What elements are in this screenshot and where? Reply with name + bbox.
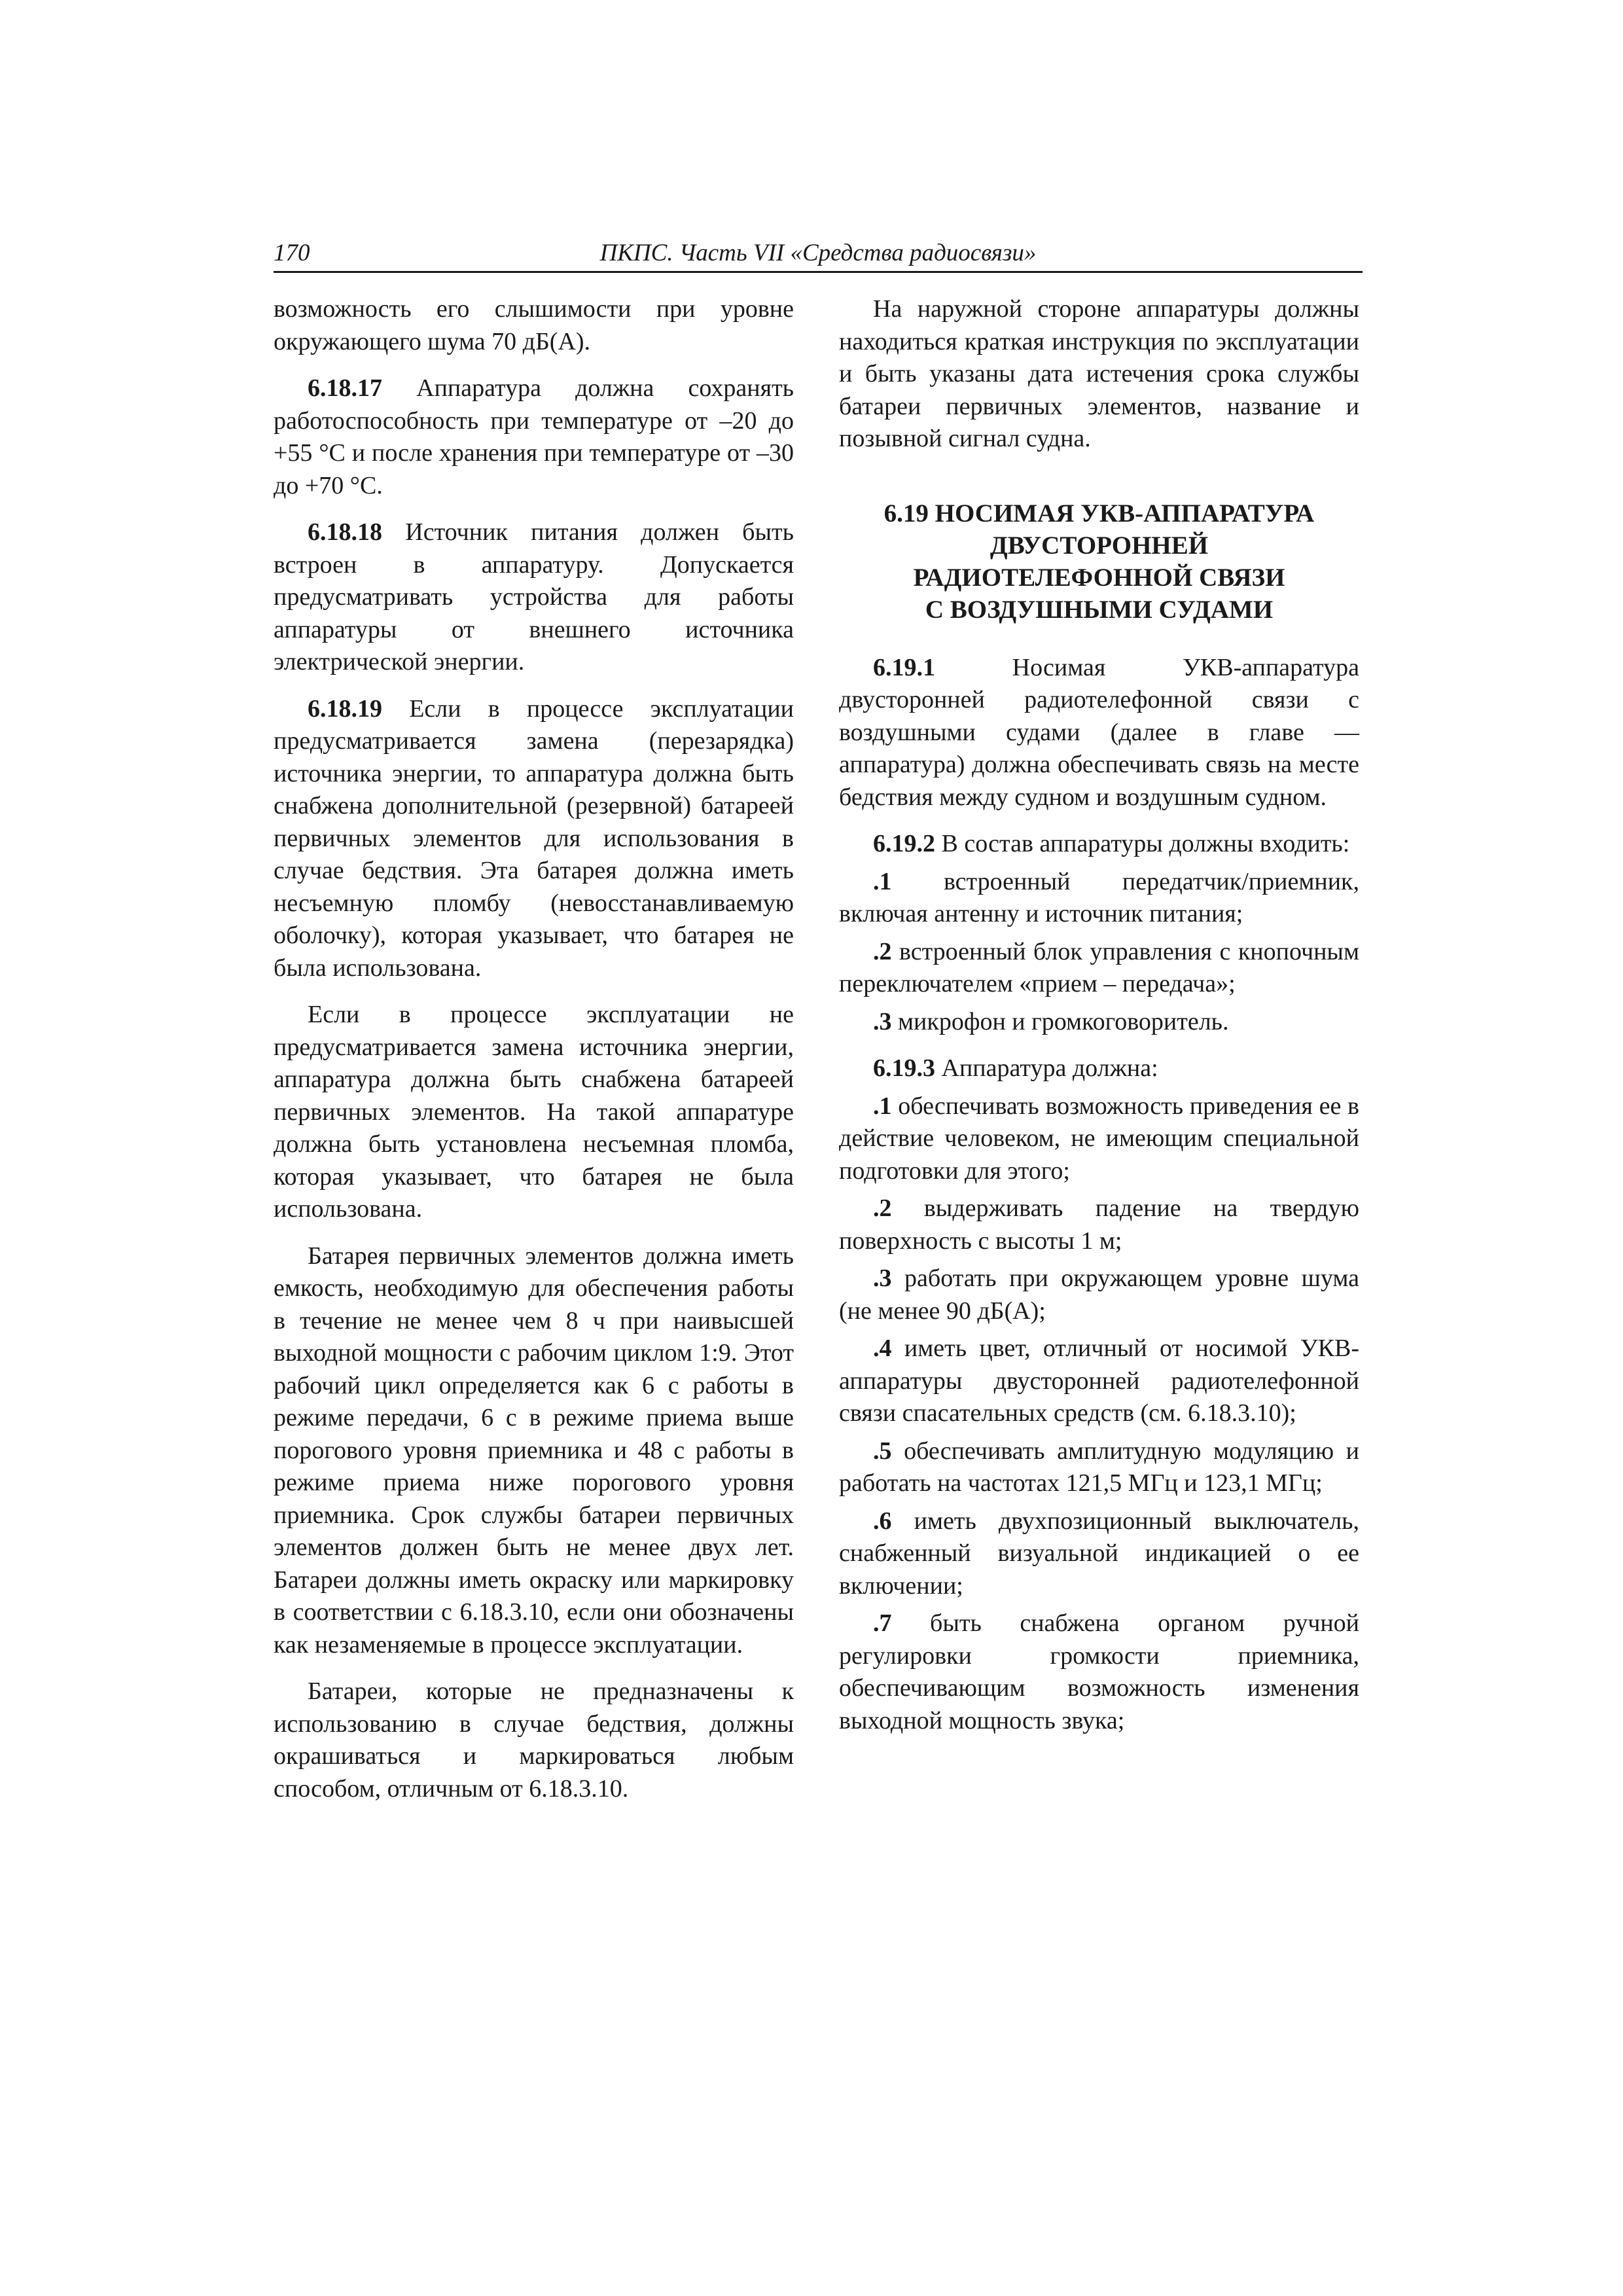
- item-text: микрофон и громкоговоритель.: [898, 1007, 1229, 1035]
- clause-number: 6.18.18: [308, 518, 382, 546]
- paragraph: [839, 293, 1359, 456]
- clause-text: Аппаратура должна сохранять работоспособность при температуре от –20 до +55 °С и после хранения при температуре от –30 до +70 °С.: [274, 374, 794, 499]
- item-number: .1: [873, 867, 892, 895]
- clause-text: Аппаратура должна:: [941, 1054, 1158, 1082]
- item-number: .6: [873, 1507, 892, 1535]
- list-item: [839, 1435, 1359, 1500]
- right-column: [839, 293, 1359, 1742]
- item-number: .2: [873, 937, 892, 965]
- paragraph: [274, 1240, 794, 1662]
- item-number: .3: [873, 1265, 892, 1292]
- item-text: обеспечивать возможность приведения ее в действие человеком, не имеющим специальной подготовки для этого;: [839, 1092, 1360, 1185]
- clause-6-19-3: [839, 1052, 1359, 1085]
- page-number: 170: [274, 240, 310, 266]
- running-title: ПКПС. Часть VII «Средства радиосвязи»: [599, 240, 1037, 266]
- clause-6-18-18: [274, 516, 794, 679]
- item-text: встроенный передатчик/приемник, включая антенну и источник питания;: [839, 867, 1359, 927]
- item-number: .7: [873, 1609, 892, 1637]
- item-text: выдерживать падение на твердую поверхность с высоты 1 м;: [839, 1194, 1359, 1255]
- clause-number: 6.18.19: [308, 694, 382, 723]
- item-number: .4: [873, 1335, 892, 1362]
- item-text: обеспечивать амплитудную модуляцию и работать на частотах 121,5 МГц и 123,1 МГц;: [839, 1437, 1359, 1497]
- list-item: [839, 936, 1359, 1001]
- paragraph-text: На наружной стороне аппаратуры должны находиться краткая инструкция по эксплуатации и быть указаны дата истечения срока службы батареи первичных элементов, название и позывной сигнал судна.: [839, 295, 1359, 452]
- item-text: иметь двухпозиционный выключатель, снабженный визуальной индикацией о ее включении;: [839, 1507, 1360, 1600]
- heading-line: С ВОЗДУШНЫМИ СУДАМИ: [925, 595, 1274, 624]
- page-header: [274, 237, 1363, 273]
- paragraph: [274, 293, 794, 358]
- item-text: встроенный блок управления с кнопочным переключателем «прием – передача»;: [839, 937, 1359, 997]
- list-item: [839, 1193, 1359, 1257]
- paragraph-text: Батарея первичных элементов должна иметь емкость, необходимую для обеспечения работы в течение не менее чем 8 ч при наивысшей выходной мощности с рабочим циклом 1:9. Этот рабочий цикл определяется как 6 с работы в режиме передачи, 6 с в режиме приема выше порогового уровня приемника и 48 с работы в режиме приема ниже порогового уровня приемника. Срок службы батареи первичных элементов должен быть не менее двух лет. Батареи должны иметь окраску или маркировку в соответствии с 6.18.3.10, если они обозначены как незаменяемые в процессе эксплуатации.: [274, 1242, 794, 1659]
- item-text: иметь цвет, отличный от носимой УКВ-аппаратуры двусторонней радиотелефонной связи спасательных средств (см. 6.18.3.10);: [839, 1335, 1359, 1427]
- clause-text: Носимая УКВ-аппаратура двусторонней радиотелефонной связи с воздушными судами (далее в главе — аппаратура) должна обеспечивать связь на месте бедствия между судном и воздушным судном.: [839, 653, 1360, 811]
- clause-6-18-19: [274, 693, 794, 985]
- clause-number: 6.18.17: [308, 374, 382, 402]
- clause-6-19-1: [839, 652, 1359, 814]
- item-text: быть снабжена органом ручной регулировки громкости приемника, обеспечивающим возможность изменения выходной мощность звука;: [839, 1609, 1360, 1734]
- paragraph-text: возможность его слышимости при уровне окружающего шума 70 дБ(А).: [274, 295, 794, 355]
- item-number: .5: [873, 1437, 892, 1465]
- item-number: .3: [873, 1007, 892, 1035]
- list-item: [839, 1006, 1359, 1039]
- item-number: .2: [873, 1194, 892, 1222]
- heading-line: ДВУСТОРОННЕЙ: [990, 531, 1209, 560]
- item-number: .1: [873, 1092, 892, 1120]
- clause-number: 6.19.3: [873, 1054, 935, 1082]
- item-text: работать при окружающем уровне шума (не менее 90 дБ(А);: [839, 1265, 1360, 1325]
- clause-number: 6.19.2: [873, 830, 935, 857]
- clause-text: В состав аппаратуры должны входить:: [941, 830, 1350, 857]
- clause-text: Если в процессе эксплуатации предусматривается замена (перезарядка) источника энергии, то аппаратура должна быть снабжена дополнительной (резервной) батареей первичных элементов для использования в случае бедствия. Эта батарея должна иметь несъемную пломбу (невосстанавливаемую оболочку), которая указывает, что батарея не была использована.: [274, 694, 794, 982]
- list-item: [839, 1090, 1359, 1188]
- heading-line: 6.19 НОСИМАЯ УКВ-АППАРАТУРА: [883, 499, 1315, 528]
- list-item: [839, 1607, 1359, 1737]
- clause-6-18-17: [274, 372, 794, 502]
- paragraph: [274, 1676, 794, 1805]
- section-heading: [839, 497, 1359, 626]
- paragraph-text: Батареи, которые не предназначены к использованию в случае бедствия, должны окрашиваться и маркироваться любым способом, отличным от 6.18.3.10.: [274, 1677, 794, 1803]
- paragraph: [274, 999, 794, 1226]
- paragraph-text: Если в процессе эксплуатации не предусматривается замена источника энергии, аппаратура должна быть снабжена батареей первичных элементов. На такой аппаратуре должна быть установлена несъемная пломба, которая указывает, что батарея не была использована.: [274, 1001, 794, 1223]
- clause-number: 6.19.1: [873, 653, 935, 681]
- clause-text: Источник питания должен быть встроен в аппаратуру. Допускается предусматривать устройства для работы аппаратуры от внешнего источника электрической энергии.: [274, 518, 794, 675]
- list-item: [839, 1505, 1359, 1603]
- left-column: [274, 293, 794, 1820]
- list-item: [839, 1333, 1359, 1430]
- list-item: [839, 866, 1359, 931]
- list-item: [839, 1263, 1359, 1327]
- clause-6-19-2: [839, 828, 1359, 861]
- heading-line: РАДИОТЕЛЕФОННОЙ СВЯЗИ: [913, 563, 1285, 592]
